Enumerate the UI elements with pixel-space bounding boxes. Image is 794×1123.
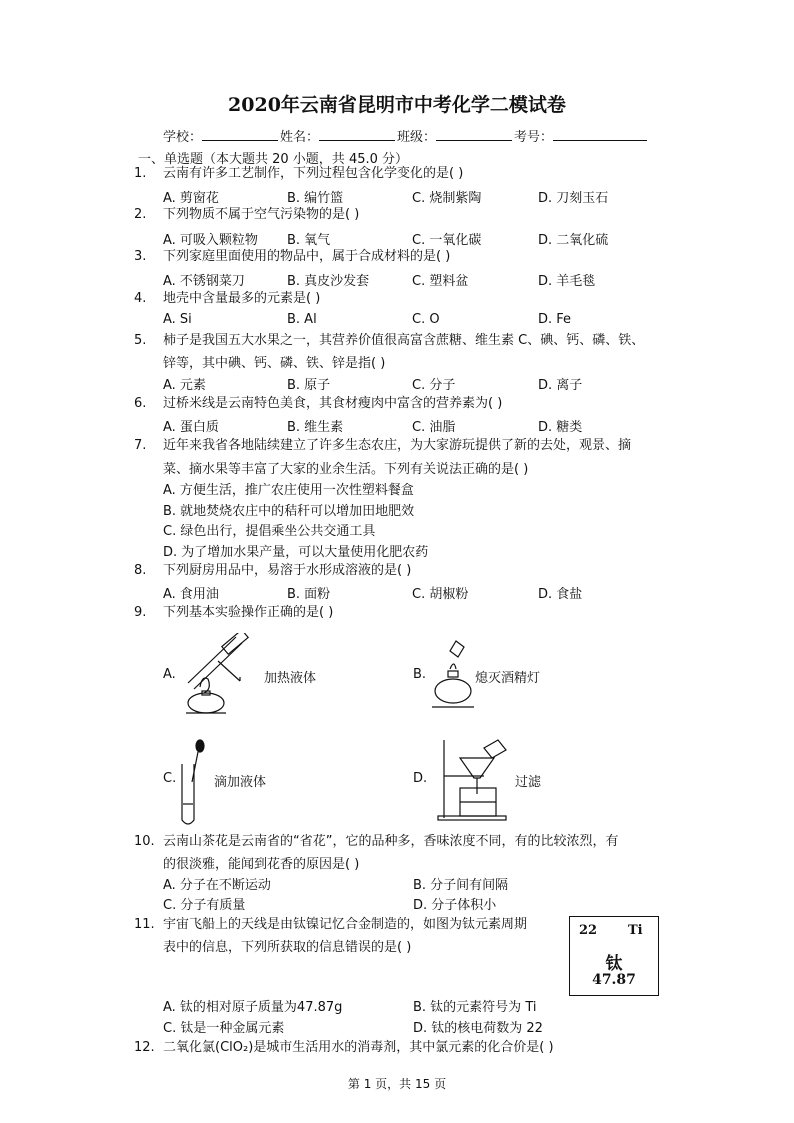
question-number: 3.: [134, 249, 147, 264]
periodic-table-cell: [569, 916, 659, 996]
question-stem: 下列厨房用品中，易溶于水形成溶液的是( ): [163, 563, 412, 578]
option-d: D. 钛的核电荷数为 22: [413, 1021, 543, 1036]
question-stem: 过桥米线是云南特色美食，其食材瘦肉中富含的营养素为( ): [163, 396, 503, 411]
filtration-figure: [434, 736, 510, 822]
figure-d-label: 过滤: [515, 775, 542, 790]
heating-liquid-figure: [178, 633, 260, 717]
option-b: B. 就地焚烧农庄中的秸秆可以增加田地肥效: [163, 504, 415, 519]
option-c: C. 分子: [412, 378, 456, 393]
school-blank: [202, 126, 278, 141]
option-c: C. 绿色出行，提倡乘坐公共交通工具: [163, 524, 376, 539]
question-stem-cont: 表中的信息，下列所获取的信息错误的是( ): [163, 940, 412, 955]
option-b: B. 面粉: [287, 587, 331, 602]
option-d: D. 二氧化硫: [538, 233, 609, 248]
option-d: D. 分子体积小: [413, 898, 497, 913]
option-a: A. 食用油: [163, 587, 219, 602]
question-stem: 二氧化氯(ClO₂)是城市生活用水的消毒剂，其中氯元素的化合价是( ): [163, 1040, 554, 1055]
option-a: A. 元素: [163, 378, 206, 393]
figure-b-label: 熄灭酒精灯: [475, 671, 541, 686]
page-footer: 第 1 页，共 15 页: [347, 1077, 447, 1091]
question-stem-cont: 锌等，其中碘、钙、磷、铁、锌是指( ): [163, 356, 386, 371]
option-d: D. 离子: [538, 378, 583, 393]
option-c: C. 塑料盆: [412, 274, 469, 289]
question-stem: 云南山茶花是云南省的“省花”，它的品种多，香味浓度不同，有的比较浓烈，有: [163, 834, 619, 849]
number-label: 考号：: [514, 130, 554, 145]
option-b: B. 维生素: [287, 420, 344, 435]
section-heading: 一、单选题（本大题共 20 小题，共 45.0 分）: [138, 152, 409, 167]
element-symbol: Ti: [628, 923, 643, 938]
option-b: B. Al: [287, 312, 317, 327]
figure-c-label: 滴加液体: [214, 775, 267, 790]
option-c: C. 分子有质量: [163, 898, 246, 913]
atomic-number: 22: [579, 923, 598, 938]
option-d: D. Fe: [538, 312, 572, 327]
question-number: 1.: [134, 166, 147, 181]
question-stem-cont: 菜、摘水果等丰富了大家的业余生活。下列有关说法正确的是( ): [163, 462, 529, 477]
question-stem: 云南有许多工艺制作，下列过程包含化学变化的是( ): [163, 166, 464, 181]
option-a: A. 剪窗花: [163, 191, 219, 206]
question-stem: 下列家庭里面使用的物品中，属于合成材料的是( ): [163, 249, 451, 264]
option-d: D. 刀刻玉石: [538, 191, 609, 206]
option-a: A. Si: [163, 312, 192, 327]
atomic-mass: 47.87: [592, 972, 636, 988]
option-c: C. 烧制紫陶: [412, 191, 482, 206]
option-a: A.: [163, 667, 176, 682]
option-c: C. 一氧化碳: [412, 233, 482, 248]
option-a: A. 方便生活，推广农庄使用一次性塑料餐盒: [163, 483, 414, 498]
option-a: A. 不锈钢菜刀: [163, 274, 245, 289]
question-stem: 柿子是我国五大水果之一，其营养价值很高富含蔗糖、维生素 C、碘、钙、磷、铁、: [163, 333, 645, 348]
name-blank: [319, 126, 395, 141]
question-number: 9.: [134, 605, 147, 620]
question-number: 8.: [134, 563, 147, 578]
option-c: C. 钛是一种金属元素: [163, 1021, 285, 1036]
class-label: 班级：: [397, 130, 437, 145]
question-stem: 下列基本实验操作正确的是( ): [163, 605, 334, 620]
option-b: B. 分子间有间隔: [413, 878, 509, 893]
option-c: C. 胡椒粉: [412, 587, 469, 602]
option-a: A. 蛋白质: [163, 420, 219, 435]
question-stem: 下列物质不属于空气污染物的是( ): [163, 207, 360, 222]
option-d: D. 羊毛毯: [538, 274, 596, 289]
option-b: B. 编竹篮: [287, 191, 344, 206]
option-a: A. 钛的相对原子质量为47.87g: [163, 1000, 343, 1015]
option-c: C. O: [412, 312, 440, 327]
option-b: B. 钛的元素符号为 Ti: [413, 1000, 537, 1015]
class-blank: [436, 126, 512, 141]
question-number: 11.: [134, 917, 155, 932]
name-label: 姓名：: [280, 130, 320, 145]
alcohol-lamp-figure: [428, 637, 476, 711]
question-stem: 近年来我省各地陆续建立了许多生态农庄，为大家游玩提供了新的去处，观景、摘: [163, 438, 632, 453]
question-number: 6.: [134, 396, 147, 411]
option-d: D. 食盐: [538, 587, 583, 602]
question-stem-cont: 的很淡雅，能闻到花香的原因是( ): [163, 857, 360, 872]
option-a: A. 分子在不断运动: [163, 878, 271, 893]
element-name: 钛: [605, 954, 623, 974]
figure-a-label: 加热液体: [264, 671, 317, 686]
student-info-line: [163, 126, 649, 145]
question-number: 4.: [134, 291, 147, 306]
option-b: B. 真皮沙发套: [287, 274, 370, 289]
dropper-figure: [176, 738, 210, 830]
number-blank: [553, 126, 647, 141]
question-stem: 宇宙飞船上的天线是由钛镍记忆合金制造的，如图为钛元素周期: [163, 917, 528, 932]
question-number: 5.: [134, 333, 147, 348]
question-stem: 地壳中含量最多的元素是( ): [163, 291, 321, 306]
option-c: C. 油脂: [412, 420, 456, 435]
option-b: B. 氧气: [287, 233, 331, 248]
option-d: D.: [413, 771, 428, 786]
question-number: 7.: [134, 438, 147, 453]
option-a: A. 可吸入颗粒物: [163, 233, 258, 248]
option-d: D. 糖类: [538, 420, 583, 435]
question-number: 2.: [134, 207, 147, 222]
page-title: 2020年云南省昆明市中考化学二模试卷: [228, 94, 566, 116]
option-d: D. 为了增加水果产量，可以大量使用化肥农药: [163, 545, 429, 560]
question-number: 10.: [134, 834, 155, 849]
question-number: 12.: [134, 1040, 155, 1055]
option-b: B. 原子: [287, 378, 331, 393]
option-c: C.: [163, 771, 177, 786]
school-label: 学校：: [163, 130, 203, 145]
option-b: B.: [413, 667, 427, 682]
